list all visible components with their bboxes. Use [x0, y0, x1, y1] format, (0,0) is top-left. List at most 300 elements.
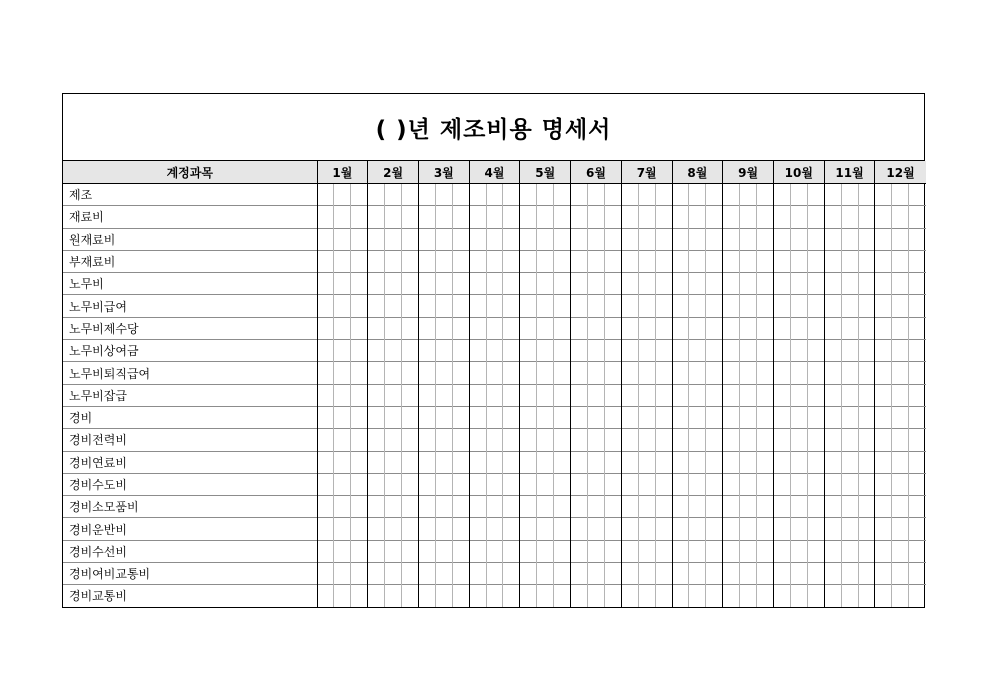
amount-cell[interactable]	[807, 473, 824, 495]
amount-cell[interactable]	[469, 384, 486, 406]
amount-cell[interactable]	[402, 206, 419, 228]
amount-cell[interactable]	[317, 473, 334, 495]
amount-cell[interactable]	[520, 273, 537, 295]
amount-cell[interactable]	[689, 340, 706, 362]
amount-cell[interactable]	[317, 451, 334, 473]
amount-cell[interactable]	[452, 540, 469, 562]
amount-cell[interactable]	[689, 317, 706, 339]
amount-cell[interactable]	[402, 429, 419, 451]
amount-cell[interactable]	[858, 295, 875, 317]
amount-cell[interactable]	[520, 563, 537, 585]
amount-cell[interactable]	[757, 362, 774, 384]
amount-cell[interactable]	[402, 518, 419, 540]
amount-cell[interactable]	[757, 206, 774, 228]
amount-cell[interactable]	[723, 228, 740, 250]
amount-cell[interactable]	[807, 563, 824, 585]
amount-cell[interactable]	[604, 563, 621, 585]
amount-cell[interactable]	[807, 250, 824, 272]
amount-cell[interactable]	[418, 206, 435, 228]
amount-cell[interactable]	[892, 362, 909, 384]
amount-cell[interactable]	[588, 563, 605, 585]
amount-cell[interactable]	[604, 273, 621, 295]
amount-cell[interactable]	[723, 540, 740, 562]
amount-cell[interactable]	[317, 250, 334, 272]
amount-cell[interactable]	[672, 429, 689, 451]
amount-cell[interactable]	[706, 317, 723, 339]
amount-cell[interactable]	[723, 317, 740, 339]
amount-cell[interactable]	[909, 362, 926, 384]
amount-cell[interactable]	[841, 317, 858, 339]
amount-cell[interactable]	[604, 295, 621, 317]
amount-cell[interactable]	[909, 184, 926, 206]
amount-cell[interactable]	[452, 563, 469, 585]
amount-cell[interactable]	[571, 473, 588, 495]
amount-cell[interactable]	[385, 451, 402, 473]
amount-cell[interactable]	[503, 540, 520, 562]
amount-cell[interactable]	[824, 406, 841, 428]
amount-cell[interactable]	[740, 184, 757, 206]
amount-cell[interactable]	[807, 206, 824, 228]
amount-cell[interactable]	[435, 473, 452, 495]
amount-cell[interactable]	[537, 340, 554, 362]
amount-cell[interactable]	[452, 250, 469, 272]
amount-cell[interactable]	[841, 206, 858, 228]
amount-cell[interactable]	[790, 496, 807, 518]
amount-cell[interactable]	[909, 518, 926, 540]
amount-cell[interactable]	[537, 228, 554, 250]
amount-cell[interactable]	[452, 317, 469, 339]
amount-cell[interactable]	[773, 295, 790, 317]
amount-cell[interactable]	[334, 184, 351, 206]
amount-cell[interactable]	[520, 317, 537, 339]
amount-cell[interactable]	[334, 317, 351, 339]
amount-cell[interactable]	[571, 317, 588, 339]
amount-cell[interactable]	[588, 250, 605, 272]
amount-cell[interactable]	[672, 250, 689, 272]
amount-cell[interactable]	[841, 340, 858, 362]
amount-cell[interactable]	[351, 295, 368, 317]
amount-cell[interactable]	[368, 585, 385, 607]
amount-cell[interactable]	[435, 273, 452, 295]
amount-cell[interactable]	[689, 473, 706, 495]
amount-cell[interactable]	[537, 429, 554, 451]
amount-cell[interactable]	[486, 473, 503, 495]
amount-cell[interactable]	[672, 184, 689, 206]
amount-cell[interactable]	[841, 518, 858, 540]
amount-cell[interactable]	[807, 384, 824, 406]
amount-cell[interactable]	[672, 228, 689, 250]
amount-cell[interactable]	[571, 518, 588, 540]
amount-cell[interactable]	[621, 384, 638, 406]
amount-cell[interactable]	[621, 473, 638, 495]
amount-cell[interactable]	[807, 451, 824, 473]
amount-cell[interactable]	[909, 250, 926, 272]
amount-cell[interactable]	[655, 429, 672, 451]
amount-cell[interactable]	[790, 362, 807, 384]
amount-cell[interactable]	[740, 384, 757, 406]
amount-cell[interactable]	[740, 228, 757, 250]
amount-cell[interactable]	[655, 384, 672, 406]
amount-cell[interactable]	[723, 406, 740, 428]
amount-cell[interactable]	[571, 184, 588, 206]
amount-cell[interactable]	[452, 273, 469, 295]
amount-cell[interactable]	[469, 228, 486, 250]
amount-cell[interactable]	[368, 429, 385, 451]
amount-cell[interactable]	[706, 540, 723, 562]
amount-cell[interactable]	[638, 184, 655, 206]
amount-cell[interactable]	[790, 228, 807, 250]
amount-cell[interactable]	[706, 250, 723, 272]
amount-cell[interactable]	[588, 496, 605, 518]
amount-cell[interactable]	[689, 295, 706, 317]
amount-cell[interactable]	[385, 406, 402, 428]
amount-cell[interactable]	[858, 473, 875, 495]
amount-cell[interactable]	[723, 295, 740, 317]
amount-cell[interactable]	[740, 563, 757, 585]
amount-cell[interactable]	[435, 563, 452, 585]
amount-cell[interactable]	[824, 206, 841, 228]
amount-cell[interactable]	[858, 250, 875, 272]
amount-cell[interactable]	[824, 429, 841, 451]
amount-cell[interactable]	[740, 406, 757, 428]
amount-cell[interactable]	[655, 273, 672, 295]
amount-cell[interactable]	[824, 496, 841, 518]
amount-cell[interactable]	[435, 585, 452, 607]
amount-cell[interactable]	[858, 184, 875, 206]
amount-cell[interactable]	[807, 228, 824, 250]
amount-cell[interactable]	[469, 496, 486, 518]
amount-cell[interactable]	[385, 273, 402, 295]
amount-cell[interactable]	[757, 563, 774, 585]
amount-cell[interactable]	[351, 228, 368, 250]
amount-cell[interactable]	[554, 340, 571, 362]
amount-cell[interactable]	[655, 406, 672, 428]
amount-cell[interactable]	[317, 540, 334, 562]
amount-cell[interactable]	[638, 362, 655, 384]
amount-cell[interactable]	[841, 362, 858, 384]
amount-cell[interactable]	[757, 429, 774, 451]
amount-cell[interactable]	[757, 228, 774, 250]
amount-cell[interactable]	[909, 451, 926, 473]
amount-cell[interactable]	[841, 228, 858, 250]
amount-cell[interactable]	[604, 540, 621, 562]
amount-cell[interactable]	[689, 585, 706, 607]
amount-cell[interactable]	[554, 250, 571, 272]
amount-cell[interactable]	[554, 451, 571, 473]
amount-cell[interactable]	[317, 228, 334, 250]
amount-cell[interactable]	[689, 496, 706, 518]
amount-cell[interactable]	[486, 406, 503, 428]
amount-cell[interactable]	[824, 250, 841, 272]
amount-cell[interactable]	[604, 384, 621, 406]
amount-cell[interactable]	[909, 406, 926, 428]
amount-cell[interactable]	[706, 518, 723, 540]
amount-cell[interactable]	[740, 206, 757, 228]
amount-cell[interactable]	[537, 250, 554, 272]
amount-cell[interactable]	[520, 228, 537, 250]
amount-cell[interactable]	[418, 473, 435, 495]
amount-cell[interactable]	[757, 184, 774, 206]
amount-cell[interactable]	[317, 206, 334, 228]
amount-cell[interactable]	[368, 228, 385, 250]
amount-cell[interactable]	[875, 384, 892, 406]
amount-cell[interactable]	[672, 518, 689, 540]
amount-cell[interactable]	[672, 406, 689, 428]
amount-cell[interactable]	[740, 518, 757, 540]
amount-cell[interactable]	[469, 473, 486, 495]
amount-cell[interactable]	[334, 496, 351, 518]
amount-cell[interactable]	[486, 340, 503, 362]
amount-cell[interactable]	[824, 473, 841, 495]
amount-cell[interactable]	[604, 184, 621, 206]
amount-cell[interactable]	[435, 206, 452, 228]
amount-cell[interactable]	[790, 317, 807, 339]
amount-cell[interactable]	[773, 250, 790, 272]
amount-cell[interactable]	[655, 184, 672, 206]
amount-cell[interactable]	[740, 429, 757, 451]
amount-cell[interactable]	[452, 451, 469, 473]
amount-cell[interactable]	[469, 340, 486, 362]
amount-cell[interactable]	[824, 295, 841, 317]
amount-cell[interactable]	[452, 384, 469, 406]
amount-cell[interactable]	[435, 429, 452, 451]
amount-cell[interactable]	[773, 206, 790, 228]
amount-cell[interactable]	[858, 206, 875, 228]
amount-cell[interactable]	[452, 473, 469, 495]
amount-cell[interactable]	[824, 228, 841, 250]
amount-cell[interactable]	[385, 384, 402, 406]
amount-cell[interactable]	[435, 384, 452, 406]
amount-cell[interactable]	[554, 228, 571, 250]
amount-cell[interactable]	[638, 317, 655, 339]
amount-cell[interactable]	[588, 273, 605, 295]
amount-cell[interactable]	[790, 563, 807, 585]
amount-cell[interactable]	[689, 362, 706, 384]
amount-cell[interactable]	[469, 406, 486, 428]
amount-cell[interactable]	[418, 362, 435, 384]
amount-cell[interactable]	[334, 340, 351, 362]
amount-cell[interactable]	[621, 585, 638, 607]
amount-cell[interactable]	[723, 496, 740, 518]
amount-cell[interactable]	[723, 473, 740, 495]
amount-cell[interactable]	[486, 540, 503, 562]
amount-cell[interactable]	[875, 540, 892, 562]
amount-cell[interactable]	[334, 295, 351, 317]
amount-cell[interactable]	[824, 540, 841, 562]
amount-cell[interactable]	[909, 295, 926, 317]
amount-cell[interactable]	[757, 496, 774, 518]
amount-cell[interactable]	[638, 228, 655, 250]
amount-cell[interactable]	[604, 250, 621, 272]
amount-cell[interactable]	[554, 273, 571, 295]
amount-cell[interactable]	[773, 496, 790, 518]
amount-cell[interactable]	[740, 295, 757, 317]
amount-cell[interactable]	[875, 273, 892, 295]
amount-cell[interactable]	[402, 184, 419, 206]
amount-cell[interactable]	[909, 340, 926, 362]
amount-cell[interactable]	[841, 295, 858, 317]
amount-cell[interactable]	[588, 451, 605, 473]
amount-cell[interactable]	[469, 295, 486, 317]
amount-cell[interactable]	[790, 250, 807, 272]
amount-cell[interactable]	[672, 295, 689, 317]
amount-cell[interactable]	[503, 295, 520, 317]
amount-cell[interactable]	[402, 317, 419, 339]
amount-cell[interactable]	[334, 473, 351, 495]
amount-cell[interactable]	[723, 206, 740, 228]
amount-cell[interactable]	[554, 295, 571, 317]
amount-cell[interactable]	[757, 518, 774, 540]
amount-cell[interactable]	[621, 451, 638, 473]
amount-cell[interactable]	[689, 273, 706, 295]
amount-cell[interactable]	[655, 518, 672, 540]
amount-cell[interactable]	[689, 228, 706, 250]
amount-cell[interactable]	[875, 340, 892, 362]
amount-cell[interactable]	[537, 206, 554, 228]
amount-cell[interactable]	[588, 429, 605, 451]
amount-cell[interactable]	[706, 496, 723, 518]
amount-cell[interactable]	[706, 406, 723, 428]
amount-cell[interactable]	[706, 384, 723, 406]
amount-cell[interactable]	[317, 563, 334, 585]
amount-cell[interactable]	[858, 406, 875, 428]
amount-cell[interactable]	[892, 451, 909, 473]
amount-cell[interactable]	[571, 406, 588, 428]
amount-cell[interactable]	[723, 273, 740, 295]
amount-cell[interactable]	[790, 473, 807, 495]
amount-cell[interactable]	[385, 540, 402, 562]
amount-cell[interactable]	[435, 317, 452, 339]
amount-cell[interactable]	[402, 585, 419, 607]
amount-cell[interactable]	[909, 585, 926, 607]
amount-cell[interactable]	[351, 317, 368, 339]
amount-cell[interactable]	[824, 563, 841, 585]
amount-cell[interactable]	[537, 273, 554, 295]
amount-cell[interactable]	[740, 496, 757, 518]
amount-cell[interactable]	[824, 273, 841, 295]
amount-cell[interactable]	[334, 585, 351, 607]
amount-cell[interactable]	[706, 228, 723, 250]
amount-cell[interactable]	[638, 340, 655, 362]
amount-cell[interactable]	[537, 451, 554, 473]
amount-cell[interactable]	[655, 451, 672, 473]
amount-cell[interactable]	[402, 250, 419, 272]
amount-cell[interactable]	[503, 273, 520, 295]
amount-cell[interactable]	[571, 250, 588, 272]
amount-cell[interactable]	[689, 384, 706, 406]
amount-cell[interactable]	[537, 317, 554, 339]
amount-cell[interactable]	[571, 273, 588, 295]
amount-cell[interactable]	[351, 184, 368, 206]
amount-cell[interactable]	[892, 295, 909, 317]
amount-cell[interactable]	[773, 228, 790, 250]
amount-cell[interactable]	[689, 429, 706, 451]
amount-cell[interactable]	[486, 228, 503, 250]
amount-cell[interactable]	[638, 295, 655, 317]
amount-cell[interactable]	[740, 585, 757, 607]
amount-cell[interactable]	[554, 384, 571, 406]
amount-cell[interactable]	[655, 295, 672, 317]
amount-cell[interactable]	[418, 540, 435, 562]
amount-cell[interactable]	[469, 429, 486, 451]
amount-cell[interactable]	[351, 585, 368, 607]
amount-cell[interactable]	[892, 518, 909, 540]
amount-cell[interactable]	[435, 451, 452, 473]
amount-cell[interactable]	[875, 496, 892, 518]
amount-cell[interactable]	[452, 406, 469, 428]
amount-cell[interactable]	[368, 184, 385, 206]
amount-cell[interactable]	[317, 429, 334, 451]
amount-cell[interactable]	[841, 406, 858, 428]
amount-cell[interactable]	[317, 406, 334, 428]
amount-cell[interactable]	[317, 340, 334, 362]
amount-cell[interactable]	[807, 585, 824, 607]
amount-cell[interactable]	[790, 451, 807, 473]
amount-cell[interactable]	[588, 340, 605, 362]
amount-cell[interactable]	[858, 540, 875, 562]
amount-cell[interactable]	[672, 496, 689, 518]
amount-cell[interactable]	[841, 496, 858, 518]
amount-cell[interactable]	[520, 362, 537, 384]
amount-cell[interactable]	[824, 184, 841, 206]
amount-cell[interactable]	[486, 518, 503, 540]
amount-cell[interactable]	[604, 206, 621, 228]
amount-cell[interactable]	[554, 362, 571, 384]
amount-cell[interactable]	[368, 518, 385, 540]
amount-cell[interactable]	[824, 362, 841, 384]
amount-cell[interactable]	[773, 585, 790, 607]
amount-cell[interactable]	[892, 273, 909, 295]
amount-cell[interactable]	[588, 406, 605, 428]
amount-cell[interactable]	[875, 184, 892, 206]
amount-cell[interactable]	[689, 563, 706, 585]
amount-cell[interactable]	[706, 340, 723, 362]
amount-cell[interactable]	[588, 206, 605, 228]
amount-cell[interactable]	[368, 563, 385, 585]
amount-cell[interactable]	[773, 184, 790, 206]
amount-cell[interactable]	[875, 206, 892, 228]
amount-cell[interactable]	[672, 206, 689, 228]
amount-cell[interactable]	[351, 518, 368, 540]
amount-cell[interactable]	[418, 451, 435, 473]
amount-cell[interactable]	[486, 563, 503, 585]
amount-cell[interactable]	[621, 496, 638, 518]
amount-cell[interactable]	[503, 384, 520, 406]
amount-cell[interactable]	[385, 496, 402, 518]
amount-cell[interactable]	[402, 384, 419, 406]
amount-cell[interactable]	[672, 540, 689, 562]
amount-cell[interactable]	[773, 317, 790, 339]
amount-cell[interactable]	[368, 362, 385, 384]
amount-cell[interactable]	[435, 362, 452, 384]
amount-cell[interactable]	[402, 295, 419, 317]
amount-cell[interactable]	[368, 295, 385, 317]
amount-cell[interactable]	[790, 340, 807, 362]
amount-cell[interactable]	[418, 317, 435, 339]
amount-cell[interactable]	[875, 585, 892, 607]
amount-cell[interactable]	[790, 540, 807, 562]
amount-cell[interactable]	[435, 540, 452, 562]
amount-cell[interactable]	[385, 250, 402, 272]
amount-cell[interactable]	[807, 340, 824, 362]
amount-cell[interactable]	[807, 317, 824, 339]
amount-cell[interactable]	[740, 340, 757, 362]
amount-cell[interactable]	[757, 273, 774, 295]
amount-cell[interactable]	[554, 206, 571, 228]
amount-cell[interactable]	[740, 473, 757, 495]
amount-cell[interactable]	[740, 451, 757, 473]
amount-cell[interactable]	[723, 362, 740, 384]
